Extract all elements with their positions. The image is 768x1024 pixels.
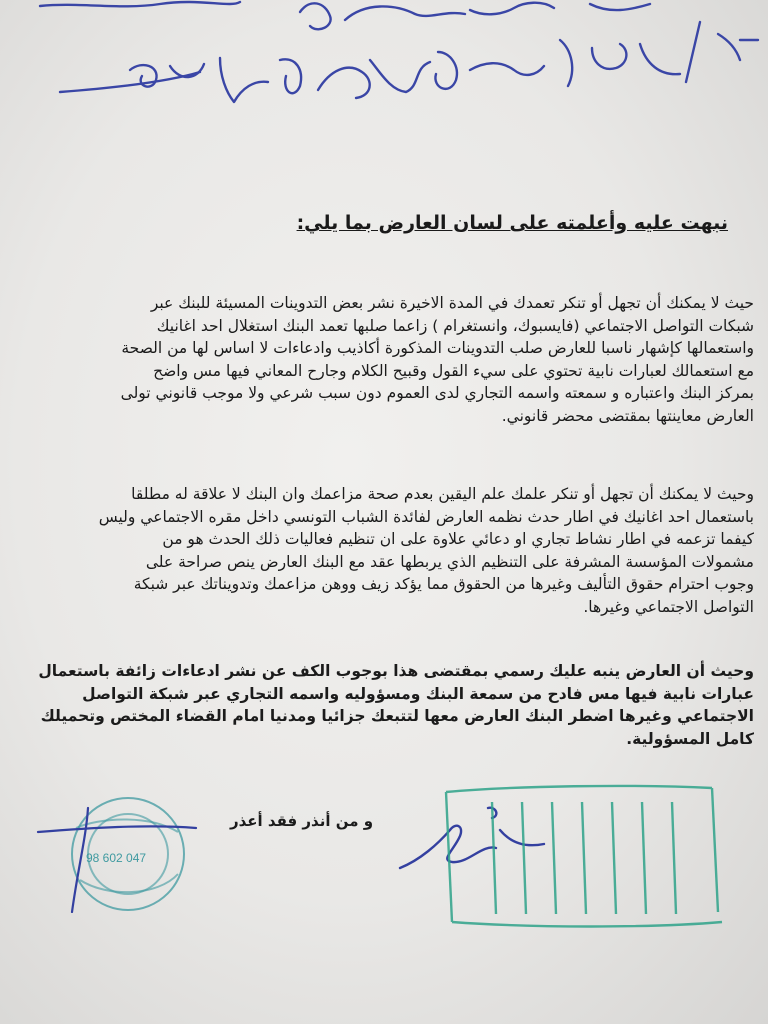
text-line: العارض معاينتها بمقتضى محضر قانوني. — [501, 406, 754, 425]
text-line: عبارات نابية فيها مس فادح من سمعة البنك ومسؤوليه واسمه التجاري عبر شبكة التواصل — [82, 684, 754, 703]
text-line: التواصل الاجتماعي وغيرها. — [583, 597, 754, 616]
rectangular-stamp — [432, 782, 732, 932]
text-line: الاجتماعي وغيرها اضطر البنك العارض معها لتتبعك جزائيا ومدنيا امام القضاء المختص وتحميلك — [40, 707, 754, 726]
text-line: كامل المسؤولية. — [626, 729, 754, 748]
text-line: وحيث أن العارض ينبه عليك رسمي بمقتضى هذا بوجوب الكف عن نشر ادعاءات زائفة باستعمال — [38, 662, 754, 680]
text-line: واستعمالها كإشهار ناسبا للعارض صلب التدوينات المذكورة أكاذيب وادعاءات لا اساس لها من الصحة — [121, 339, 754, 358]
stamp-number: 98 602 047 — [86, 851, 147, 865]
text-line: مع استعمالك لعبارات نابية تحتوي على سيء القول وقبيح الكلام وجارح المعاني فيها مس واضح — [153, 361, 754, 380]
text-line: كيفما تزعمه في اطار نشاط تجاري او دعائي علاوة على ان تنظيم فعاليات ذلك الحدث هو من — [162, 530, 754, 549]
closing-phrase: و من أنذر فقد أعذر — [230, 812, 374, 830]
paragraph-3 — [18, 660, 754, 750]
text-line: وجوب احترام حقوق التأليف وغيرها من الحقوق مما يؤكد زيف ووهن مزاعمك وتدويناتك عبر شبكة — [133, 575, 754, 594]
text-line: حيث لا يمكنك أن تجهل أو تنكر تعمدك في المدة الاخيرة نشر بعض التدوينات المسيئة للبنك عبر — [150, 294, 754, 312]
paragraph-1 — [18, 292, 754, 428]
round-stamp — [28, 788, 198, 913]
handwritten-notes — [0, 0, 768, 120]
document-heading: نبهت عليه وأعلمته على لسان العارض بما يلي: — [296, 212, 728, 234]
paragraph-2 — [18, 483, 754, 619]
text-line: باستعمال احد اغانيك في اطار حدث نظمه العارض لفائدة الشباب التونسي داخل مقره الاجتماعي وليس — [98, 507, 754, 526]
text-line: شبكات التواصل الاجتماعي (فايسبوك، وانستغرام ) زاعما صلبها تعمد البنك استغلال احد اغانيك — [156, 316, 754, 335]
text-line: بمركز البنك واعتباره و سمعته واسمه التجاري لدى العموم دون سبب شرعي ولا موجب قانوني تولى — [120, 384, 754, 403]
text-line: وحيث لا يمكنك أن تجهل أو تنكر علمك علم اليقين بعدم صحة مزاعمك وان البنك لا علاقة له مطلقا — [131, 485, 754, 503]
text-line: مشمولات المؤسسة المشرفة على التنظيم الذي يربطها عقد مع البنك العارض ينص صراحة على — [145, 552, 754, 571]
